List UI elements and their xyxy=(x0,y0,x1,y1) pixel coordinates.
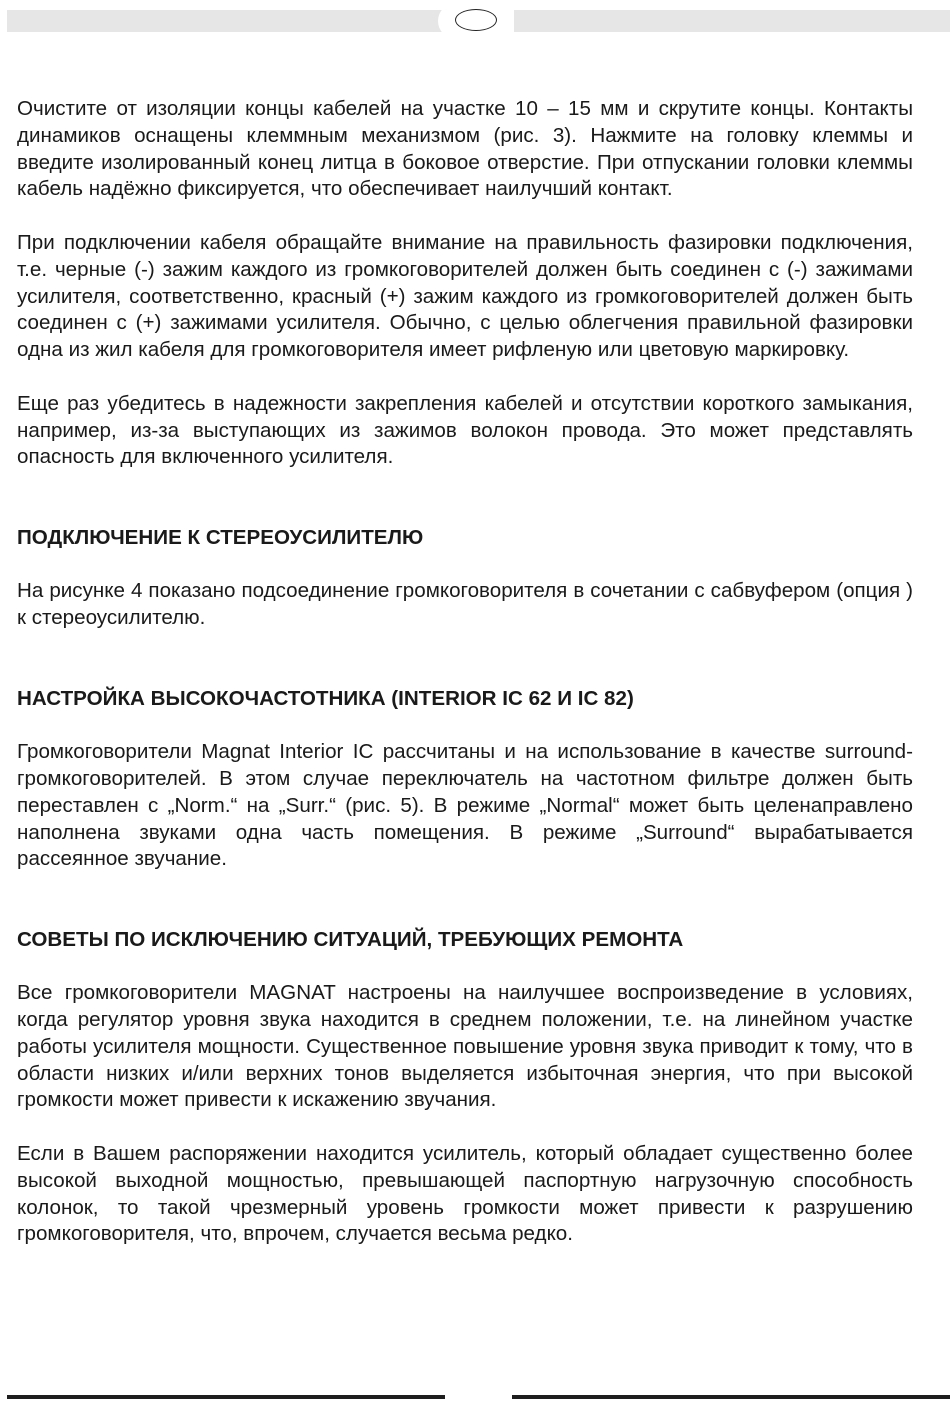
paragraph-cable-stripping: Очистите от изоляции концы кабелей на участке 10 – 15 мм и скрутите концы. Контакты динамиков оснащены клеммным механизмом (рис. 3). Нажмите на головку клеммы и введите изолированный конец литца в боковое отверстие. При отпускании головки клеммы кабель надёжно фиксируется, что обеспечивает наилучший контакт. xyxy=(17,97,913,201)
paragraph-surround-mode: Громкоговорители Magnat Interior IC рассчитаны и на использование в качестве surround-громкоговорителей. В этом случае переключатель на частотном фильтре должен быть переставлен с „Norm.“ на „Surr.“ (рис. 5). В режиме „Normal“ может быть целенаправлено наполнена звуками одна часть помещения. В режиме „Surround“ вырабатывается рассеянное звучание. xyxy=(17,740,913,871)
header-bar-left xyxy=(7,10,444,32)
paragraph-overload-warning: Если в Вашем распоряжении находится усилитель, который обладает существенно более высокой выходной мощностью, превышающей паспортную нагрузочную способность колонок, то такой чрезмерный уровень громкости может привести к разрушению громкоговорителя, что, впрочем, случается весьма редко. xyxy=(17,1142,913,1246)
paragraph-phasing: При подключении кабеля обращайте внимание на правильность фазировки подключения, т.е. черные (-) зажим каждого из громкоговорителей должен быть соединен с (-) зажимами усилителя, соответственно, красный (+) зажим каждого из громкоговорителей должен быть соединен с (+) зажимами усилителя. Обычно, с целью облегчения правильной фазировки одна из жил кабеля для громкоговорителя имеет рифленую или цветовую маркировку. xyxy=(17,230,913,362)
footer-rule-right xyxy=(512,1395,950,1399)
footer-rule-left xyxy=(7,1395,445,1399)
heading-troubleshooting: СОВЕТЫ ПО ИСКЛЮЧЕНИЮ СИТУАЦИЙ, ТРЕБУЮЩИХ РЕМОНТА xyxy=(17,927,684,951)
paragraph-short-circuit-check: Еще раз убедитесь в надежности закрепления кабелей и отсутствии короткого замыкания, например, из-за выступающих из зажимов волокон провода. Это может представлять опасность для включенного усилителя. xyxy=(17,391,913,469)
paragraph-volume-tuning: Все громкоговорители MAGNAT настроены на наилучшее воспроизведение в условиях, когда регулятор уровня звука находится в среднем положении, т.е. на линейном участке работы усилителя мощности. Существенное повышение уровня звука приводит к тому, что в области низких и/или верхних тонов выделяется избыточная энергия, что при высокой громкости может привести к искажению звучания. xyxy=(17,981,913,1112)
heading-tweeter-setup: НАСТРОЙКА ВЫСОКОЧАСТОТНИКА (INTERIOR IC 62 И IC 82) xyxy=(17,686,634,710)
header-bar-right xyxy=(514,10,950,32)
heading-stereo-amplifier: ПОДКЛЮЧЕНИЕ К СТЕРЕОУСИЛИТЕЛЮ xyxy=(17,525,424,549)
page-number-oval xyxy=(455,9,497,31)
paragraph-stereo-connection: На рисунке 4 показано подсоединение громкоговорителя в сочетании с сабвуфером (опция ) к стереоусилителю. xyxy=(17,579,913,630)
document-body xyxy=(17,96,913,1248)
